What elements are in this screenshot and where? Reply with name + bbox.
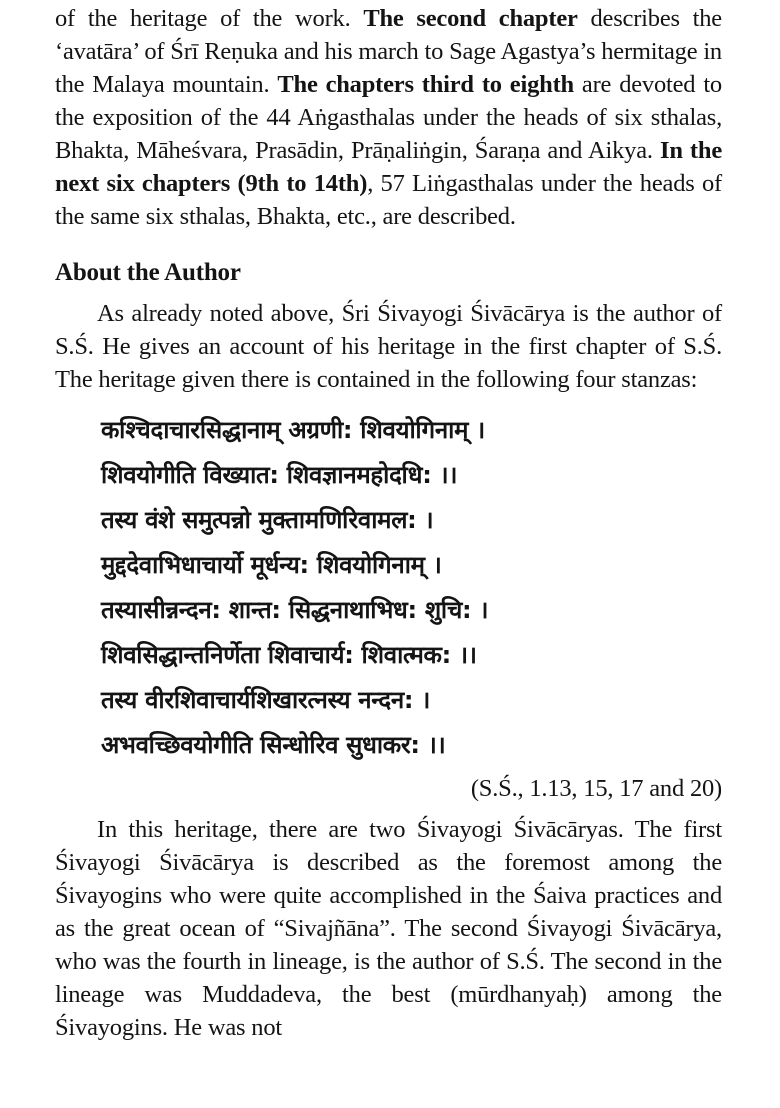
- intro-bold-chapters-third-to-eighth: The chapters third to eighth: [277, 71, 574, 98]
- intro-text: describes the ‘avatāra’ of Śrī Reṇuka and his march to Sage Agastya’s hermitage in the Malaya mountain.: [55, 5, 722, 98]
- intro-text: are devoted to the exposition of the 44 Aṅgasthalas under the heads of six sthalas, Bhakta, Māheśvara, Prasādin, Prāṇaliṅgin, Śaraṇa and Aikya.: [55, 71, 722, 164]
- author-paragraph: As already noted above, Śri Śivayogi Śivācārya is the author of S.Ś. He gives an account of his heritage in the first chapter of S.Ś. The heritage given there is contained in the following four stanzas:: [55, 300, 722, 393]
- verse-line: अभवच्छिवयोगीति सिन्धोरिव सुधाकर: ।।: [101, 731, 446, 759]
- section-heading: About the Author: [55, 259, 241, 286]
- intro-text: , 57 Liṅgasthalas under the heads of the same six sthalas, Bhakta, etc., are described.: [55, 170, 722, 230]
- sanskrit-verse-block: [101, 408, 722, 768]
- verse-line: तस्यासीन्नन्दन: शान्त: सिद्धनाथाभिध: शुचि: ।: [101, 596, 489, 624]
- document-page: [55, 0, 722, 1044]
- verse-line: तस्य वीरशिवाचार्यशिखारत्नस्य नन्दन: ।: [101, 686, 430, 714]
- intro-bold-next-six-chapters: In the next six chapters (9th to 14th): [55, 137, 722, 197]
- intro-text: of the heritage of the work.: [55, 5, 364, 32]
- intro-paragraph: [55, 2, 722, 233]
- verse-line: कश्चिदाचारसिद्धानाम् अग्रणी: शिवयोगिनाम् ।: [101, 416, 485, 444]
- verse-line: शिवसिद्धान्तनिर्णेता शिवाचार्य: शिवात्मक: ।।: [101, 641, 477, 669]
- verse-line: तस्य वंशे समुत्पन्नो मुक्तामणिरिवामल: ।: [101, 506, 434, 534]
- intro-bold-second-chapter: The second chapter: [363, 5, 578, 32]
- heritage-paragraph: In this heritage, there are two Śivayogi Śivācāryas. The first Śivayogi Śivācārya is described as the foremost among the Śivayogins who were quite accomplished in the Śaiva practices and as the great ocean of “Sivajñāna”. The second Śivayogi Śivācārya, who was the fourth in lineage, is the author of S.Ś. The second in the lineage was Muddadeva, the best (mūrdhanyaḥ) among the Śivayogins. He was not: [55, 816, 722, 1041]
- verse-line: शिवयोगीति विख्यात: शिवज्ञानमहोदधि: ।।: [101, 461, 458, 489]
- verse-citation: (S.Ś., 1.13, 15, 17 and 20): [470, 775, 722, 802]
- verse-line: मुद्ददेवाभिधाचार्यो मूर्धन्य: शिवयोगिनाम् ।: [101, 551, 442, 579]
